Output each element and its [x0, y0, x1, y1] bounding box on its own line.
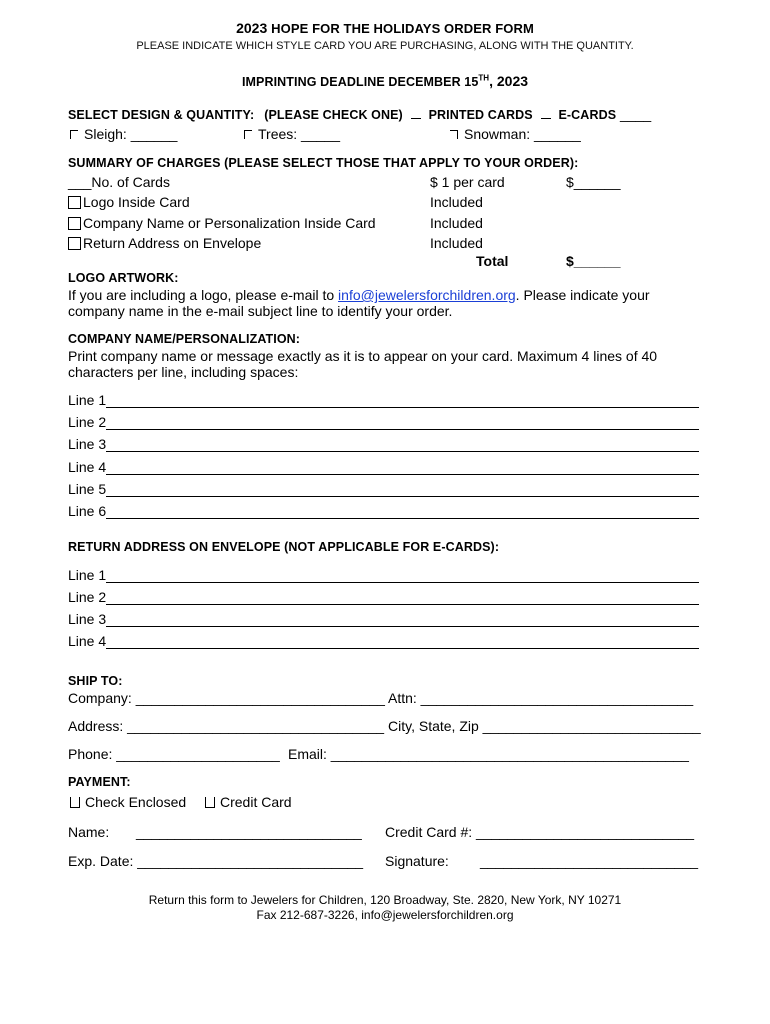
summary-row-return[interactable]	[68, 235, 261, 251]
logo-email-link[interactable]: info@jewelersforchildren.org	[338, 287, 516, 303]
cards-quantity-label[interactable]: ___No. of Cards	[68, 174, 170, 190]
summary-row-cards	[68, 174, 170, 190]
personalization-line-3[interactable]	[68, 436, 699, 452]
ecards-blank[interactable]: ____	[620, 106, 652, 122]
logo-label: Logo Inside Card	[83, 194, 190, 210]
return-price: Included	[430, 235, 483, 251]
payment-check-option[interactable]	[70, 794, 186, 810]
ship-address-field[interactable]: Address: _________________________________	[68, 718, 385, 734]
total-label: Total	[476, 253, 509, 269]
line-label: Line 5	[68, 481, 107, 497]
design-snowman[interactable]	[450, 126, 581, 142]
printed-cards-label: PRINTED CARDS	[428, 108, 533, 122]
payment-name-label: Name:	[68, 824, 110, 840]
line-label: Line 2	[68, 589, 107, 605]
return-address-heading: RETURN ADDRESS ON ENVELOPE (NOT APPLICABLE FOR E-CARDS):	[68, 540, 500, 554]
title-year: 2023	[236, 20, 268, 36]
credit-card-checkbox[interactable]	[205, 797, 215, 808]
return-line-1[interactable]	[68, 567, 699, 583]
logo-text-line1	[68, 287, 650, 303]
line-label: Line 3	[68, 436, 107, 452]
company-price: Included	[430, 215, 483, 231]
design-sleigh[interactable]	[70, 126, 177, 142]
ecards-blank-left[interactable]	[541, 118, 551, 119]
summary-row-logo[interactable]	[68, 194, 190, 210]
personalization-line-6[interactable]	[68, 503, 699, 519]
snowman-checkbox[interactable]	[450, 130, 458, 139]
line-rule[interactable]	[106, 417, 699, 430]
return-line-4[interactable]	[68, 633, 699, 649]
personalization-line-4[interactable]	[68, 459, 699, 475]
line-label: Line 6	[68, 503, 107, 519]
line-rule[interactable]	[106, 636, 699, 649]
footer-contact: Fax 212-687-3226, info@jewelersforchildren.org	[256, 908, 514, 922]
ship-to-heading: SHIP TO:	[68, 674, 123, 688]
company-checkbox[interactable]	[68, 217, 81, 230]
trees-label: Trees: _____	[258, 126, 340, 142]
line-rule[interactable]	[106, 439, 699, 452]
line-rule[interactable]	[106, 570, 699, 583]
payment-heading: PAYMENT:	[68, 775, 131, 789]
cards-price: $ 1 per card	[430, 174, 505, 190]
ship-email-field[interactable]: Email: ______________________________________________	[288, 746, 689, 762]
summary-heading: SUMMARY OF CHARGES (PLEASE SELECT THOSE THAT APPLY TO YOUR ORDER):	[68, 156, 579, 170]
sleigh-checkbox[interactable]	[70, 130, 78, 139]
personalization-line-1[interactable]	[68, 392, 699, 408]
ecards-label: E-CARDS	[558, 108, 617, 122]
personalization-line-2[interactable]	[68, 414, 699, 430]
personalization-line-5[interactable]	[68, 481, 699, 497]
ship-company-field[interactable]: Company: ________________________________	[68, 690, 385, 706]
line-rule[interactable]	[106, 506, 699, 519]
imprinting-deadline	[0, 73, 770, 89]
total-amount[interactable]: $______	[566, 253, 621, 269]
logo-text-after: . Please indicate your	[515, 287, 650, 303]
line-rule[interactable]	[106, 484, 699, 497]
signature-field[interactable]: ____________________________	[480, 853, 699, 869]
logo-heading: LOGO ARTWORK:	[68, 271, 179, 285]
summary-row-company[interactable]	[68, 215, 376, 231]
ship-phone-field[interactable]: Phone: _____________________	[68, 746, 280, 762]
snowman-label: Snowman: ______	[464, 126, 581, 142]
line-label: Line 4	[68, 459, 107, 475]
line-label: Line 4	[68, 633, 107, 649]
signature-label: Signature:	[385, 853, 449, 869]
personalization-text-line2: characters per line, including spaces:	[68, 364, 299, 380]
cards-amount[interactable]: $______	[566, 174, 621, 190]
trees-checkbox[interactable]	[244, 130, 252, 139]
check-enclosed-checkbox[interactable]	[70, 797, 80, 808]
title-text: HOPE FOR THE HOLIDAYS ORDER FORM	[271, 21, 534, 36]
footer-address: Return this form to Jewelers for Children, 120 Broadway, Ste. 2820, New York, NY 10271	[148, 893, 622, 907]
printed-cards-blank[interactable]	[411, 118, 421, 119]
form-subtitle: PLEASE INDICATE WHICH STYLE CARD YOU ARE PURCHASING, ALONG WITH THE QUANTITY.	[136, 40, 634, 52]
return-checkbox[interactable]	[68, 237, 81, 250]
ship-city-field[interactable]: City, State, Zip ____________________________	[388, 718, 701, 734]
personalization-text-line1: Print company name or message exactly as it is to appear on your card. Maximum 4 lines of 40	[68, 348, 658, 364]
logo-checkbox[interactable]	[68, 196, 81, 209]
deadline-year: , 2023	[489, 73, 529, 89]
line-rule[interactable]	[106, 462, 699, 475]
ship-attn-field[interactable]: Attn: ___________________________________	[388, 690, 694, 706]
logo-text-before: If you are including a logo, please e-mail to	[68, 287, 339, 303]
credit-card-label: Credit Card	[220, 794, 292, 810]
logo-price: Included	[430, 194, 483, 210]
return-line-3[interactable]	[68, 611, 699, 627]
deadline-text: IMPRINTING DEADLINE DECEMBER 15	[241, 75, 479, 89]
logo-text-line2: company name in the e-mail subject line to identify your order.	[68, 303, 453, 319]
line-rule[interactable]	[106, 395, 699, 408]
exp-date-field[interactable]: Exp. Date: _____________________________	[68, 853, 364, 869]
payment-credit-option[interactable]	[205, 794, 292, 810]
form-title	[0, 20, 770, 36]
line-rule[interactable]	[106, 614, 699, 627]
company-label: Company Name or Personalization Inside Card	[83, 215, 376, 231]
check-enclosed-label: Check Enclosed	[85, 794, 187, 810]
deadline-sup: TH	[478, 73, 490, 83]
line-label: Line 1	[68, 392, 107, 408]
return-label: Return Address on Envelope	[83, 235, 262, 251]
line-rule[interactable]	[106, 592, 699, 605]
line-label: Line 1	[68, 567, 107, 583]
return-line-2[interactable]	[68, 589, 699, 605]
sleigh-label: Sleigh: ______	[84, 126, 178, 142]
design-trees[interactable]	[244, 126, 340, 142]
design-label: SELECT DESIGN & QUANTITY:	[68, 108, 255, 122]
check-one-label: (PLEASE CHECK ONE)	[264, 108, 403, 122]
credit-card-number-field[interactable]: Credit Card #: ____________________________	[385, 824, 695, 840]
line-label: Line 3	[68, 611, 107, 627]
payment-name-field[interactable]: _____________________________	[136, 824, 362, 840]
design-heading-row	[68, 106, 651, 122]
line-label: Line 2	[68, 414, 107, 430]
personalization-heading: COMPANY NAME/PERSONALIZATION:	[68, 332, 301, 346]
